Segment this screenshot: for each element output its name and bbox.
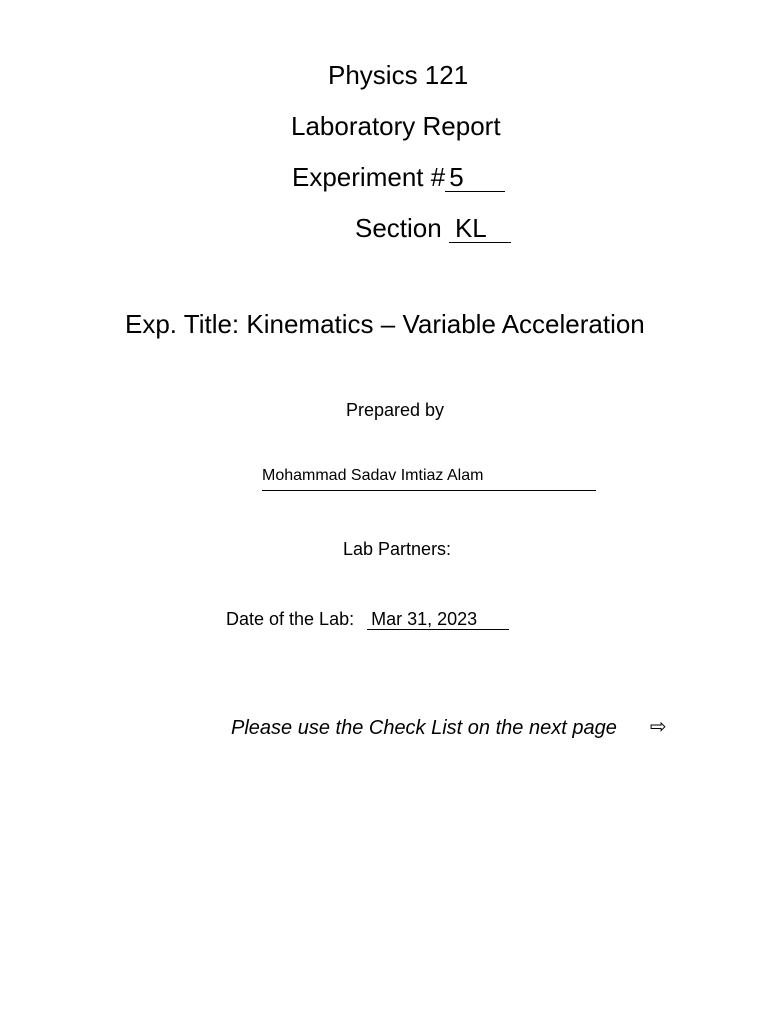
- experiment-number-row: [292, 164, 505, 192]
- experiment-title: Exp. Title: Kinematics – Variable Acceleration: [125, 309, 645, 339]
- course-title: Physics 121: [328, 60, 469, 90]
- right-arrow-icon: ⇨: [650, 714, 667, 738]
- experiment-label: Experiment #: [292, 162, 446, 192]
- report-title: Laboratory Report: [291, 111, 501, 141]
- checklist-note: Please use the Check List on the next page: [231, 717, 617, 739]
- name-underline: [262, 490, 596, 491]
- date-value: Mar 31, 2023: [367, 610, 509, 630]
- prepared-by-name: Mohammad Sadav Imtiaz Alam: [262, 467, 484, 484]
- section-label: Section: [355, 213, 442, 243]
- experiment-number-value: 5: [445, 164, 505, 192]
- prepared-by-label: Prepared by: [346, 400, 445, 420]
- section-value: KL: [449, 215, 511, 243]
- date-label: Date of the Lab:: [226, 609, 355, 629]
- lab-partners-label: Lab Partners:: [343, 539, 452, 559]
- section-row: [355, 215, 511, 243]
- date-row: [226, 610, 509, 630]
- prepared-by-name-field: [262, 468, 596, 494]
